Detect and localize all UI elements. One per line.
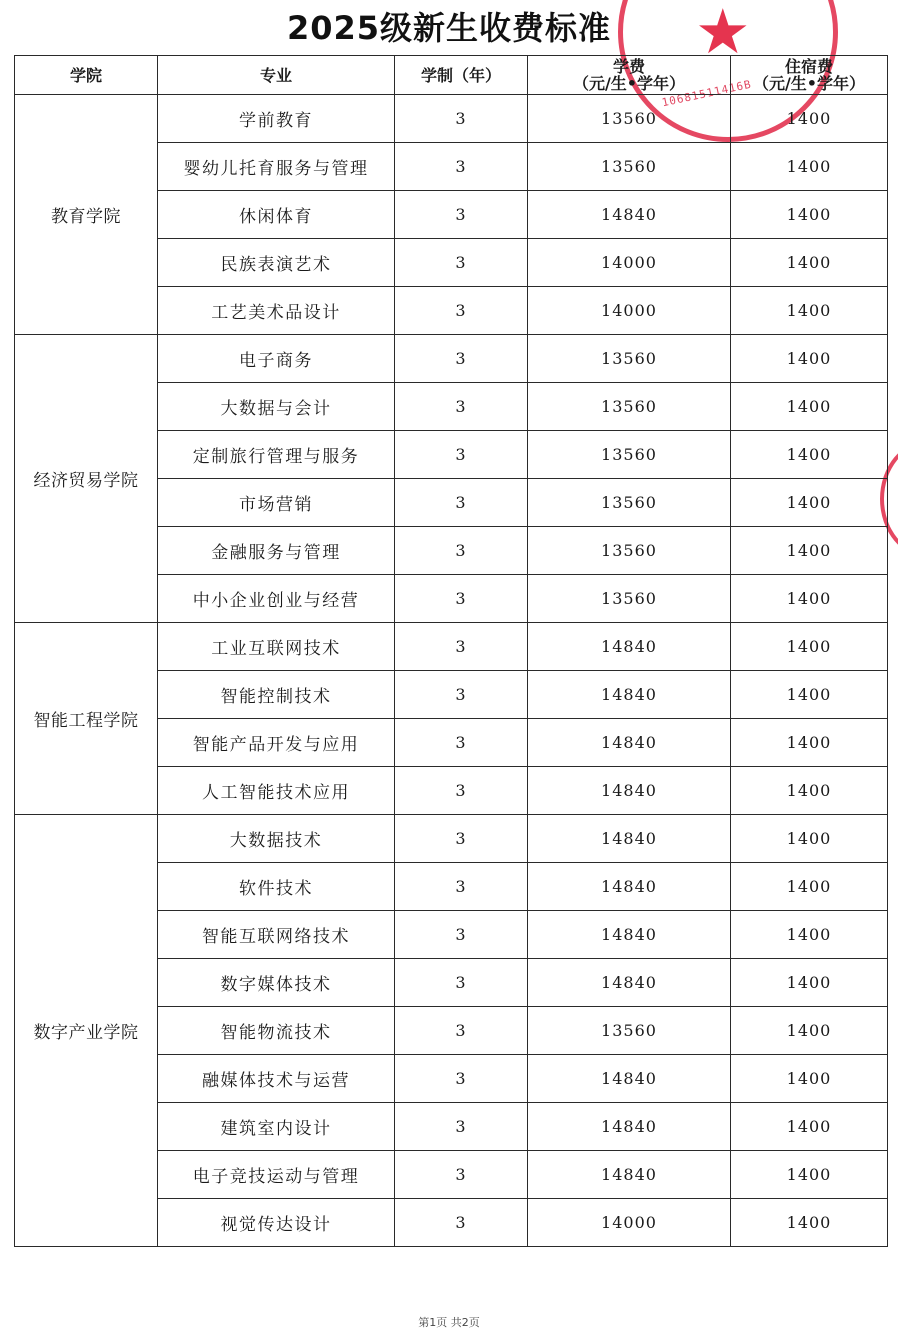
dorm-cell: 1400	[731, 287, 888, 335]
duration-cell: 3	[395, 719, 528, 767]
major-cell: 定制旅行管理与服务	[158, 431, 395, 479]
dorm-cell: 1400	[731, 95, 888, 143]
tuition-cell: 14840	[528, 671, 731, 719]
fee-table-body	[15, 95, 888, 1247]
tuition-cell: 13560	[528, 335, 731, 383]
dorm-cell: 1400	[731, 719, 888, 767]
duration-cell: 3	[395, 287, 528, 335]
duration-cell: 3	[395, 959, 528, 1007]
dorm-cell: 1400	[731, 239, 888, 287]
dorm-cell: 1400	[731, 863, 888, 911]
header-dorm-label: 住宿费	[784, 57, 833, 76]
duration-cell: 3	[395, 383, 528, 431]
dorm-cell: 1400	[731, 959, 888, 1007]
major-cell: 学前教育	[158, 95, 395, 143]
duration-cell: 3	[395, 1055, 528, 1103]
header-tuition-label: 学费	[612, 57, 645, 76]
dorm-cell: 1400	[731, 431, 888, 479]
major-cell: 市场营销	[158, 479, 395, 527]
tuition-cell: 14840	[528, 623, 731, 671]
major-cell: 智能互联网络技术	[158, 911, 395, 959]
duration-cell: 3	[395, 527, 528, 575]
dorm-cell: 1400	[731, 1007, 888, 1055]
dorm-cell: 1400	[731, 767, 888, 815]
duration-cell: 3	[395, 335, 528, 383]
major-cell: 休闲体育	[158, 191, 395, 239]
duration-cell: 3	[395, 623, 528, 671]
duration-cell: 3	[395, 911, 528, 959]
duration-cell: 3	[395, 671, 528, 719]
college-cell: 经济贸易学院	[15, 335, 158, 623]
duration-cell: 3	[395, 1103, 528, 1151]
duration-cell: 3	[395, 431, 528, 479]
major-cell: 民族表演艺术	[158, 239, 395, 287]
tuition-cell: 13560	[528, 575, 731, 623]
header-duration: 学制（年）	[395, 56, 528, 95]
college-cell: 智能工程学院	[15, 623, 158, 815]
major-cell: 智能产品开发与应用	[158, 719, 395, 767]
star-icon: ★	[695, 0, 751, 68]
tuition-cell: 13560	[528, 431, 731, 479]
major-cell: 智能物流技术	[158, 1007, 395, 1055]
tuition-cell: 14840	[528, 767, 731, 815]
duration-cell: 3	[395, 239, 528, 287]
dorm-cell: 1400	[731, 671, 888, 719]
major-cell: 金融服务与管理	[158, 527, 395, 575]
dorm-cell: 1400	[731, 479, 888, 527]
tuition-cell: 13560	[528, 1007, 731, 1055]
duration-cell: 3	[395, 767, 528, 815]
tuition-cell: 14000	[528, 287, 731, 335]
tuition-cell: 14840	[528, 719, 731, 767]
table-row	[15, 335, 888, 383]
page-title: 2025级新生收费标准	[286, 9, 612, 47]
duration-cell: 3	[395, 575, 528, 623]
tuition-cell: 14840	[528, 1055, 731, 1103]
table-row	[15, 623, 888, 671]
duration-cell: 3	[395, 1007, 528, 1055]
tuition-cell: 13560	[528, 383, 731, 431]
dorm-cell: 1400	[731, 191, 888, 239]
college-cell: 数字产业学院	[15, 815, 158, 1247]
header-major: 专业	[158, 56, 395, 95]
major-cell: 融媒体技术与运营	[158, 1055, 395, 1103]
dorm-cell: 1400	[731, 1103, 888, 1151]
tuition-cell: 13560	[528, 143, 731, 191]
table-header-row	[15, 56, 888, 95]
duration-cell: 3	[395, 1151, 528, 1199]
header-college: 学院	[15, 56, 158, 95]
dorm-cell: 1400	[731, 1151, 888, 1199]
dorm-cell: 1400	[731, 815, 888, 863]
header-tuition-unit: （元/生•学年）	[572, 74, 686, 93]
tuition-cell: 14000	[528, 239, 731, 287]
table-row	[15, 95, 888, 143]
duration-cell: 3	[395, 1199, 528, 1247]
major-cell: 中小企业创业与经营	[158, 575, 395, 623]
duration-cell: 3	[395, 479, 528, 527]
major-cell: 婴幼儿托育服务与管理	[158, 143, 395, 191]
table-row	[15, 815, 888, 863]
tuition-cell: 14840	[528, 959, 731, 1007]
dorm-cell: 1400	[731, 575, 888, 623]
tuition-cell: 14840	[528, 815, 731, 863]
fee-table	[14, 55, 888, 1247]
major-cell: 大数据与会计	[158, 383, 395, 431]
duration-cell: 3	[395, 815, 528, 863]
major-cell: 电子竞技运动与管理	[158, 1151, 395, 1199]
dorm-cell: 1400	[731, 527, 888, 575]
college-cell: 教育学院	[15, 95, 158, 335]
duration-cell: 3	[395, 95, 528, 143]
tuition-cell: 14840	[528, 863, 731, 911]
tuition-cell: 13560	[528, 527, 731, 575]
tuition-cell: 13560	[528, 95, 731, 143]
major-cell: 人工智能技术应用	[158, 767, 395, 815]
dorm-cell: 1400	[731, 1055, 888, 1103]
dorm-cell: 1400	[731, 143, 888, 191]
header-dorm	[731, 56, 888, 95]
duration-cell: 3	[395, 191, 528, 239]
seal-number: 10681511416B	[660, 77, 753, 110]
tuition-cell: 14840	[528, 191, 731, 239]
tuition-cell: 14840	[528, 1103, 731, 1151]
major-cell: 视觉传达设计	[158, 1199, 395, 1247]
header-dorm-unit: （元/生•学年）	[752, 74, 866, 93]
dorm-cell: 1400	[731, 335, 888, 383]
major-cell: 电子商务	[158, 335, 395, 383]
major-cell: 工艺美术品设计	[158, 287, 395, 335]
tuition-cell: 14840	[528, 911, 731, 959]
major-cell: 大数据技术	[158, 815, 395, 863]
tuition-cell: 13560	[528, 479, 731, 527]
header-tuition	[528, 56, 731, 95]
duration-cell: 3	[395, 863, 528, 911]
dorm-cell: 1400	[731, 383, 888, 431]
major-cell: 智能控制技术	[158, 671, 395, 719]
major-cell: 软件技术	[158, 863, 395, 911]
major-cell: 建筑室内设计	[158, 1103, 395, 1151]
major-cell: 数字媒体技术	[158, 959, 395, 1007]
dorm-cell: 1400	[731, 1199, 888, 1247]
page-footer: 第1页 共2页	[418, 1316, 480, 1329]
tuition-cell: 14000	[528, 1199, 731, 1247]
duration-cell: 3	[395, 143, 528, 191]
dorm-cell: 1400	[731, 623, 888, 671]
tuition-cell: 14840	[528, 1151, 731, 1199]
dorm-cell: 1400	[731, 911, 888, 959]
major-cell: 工业互联网技术	[158, 623, 395, 671]
